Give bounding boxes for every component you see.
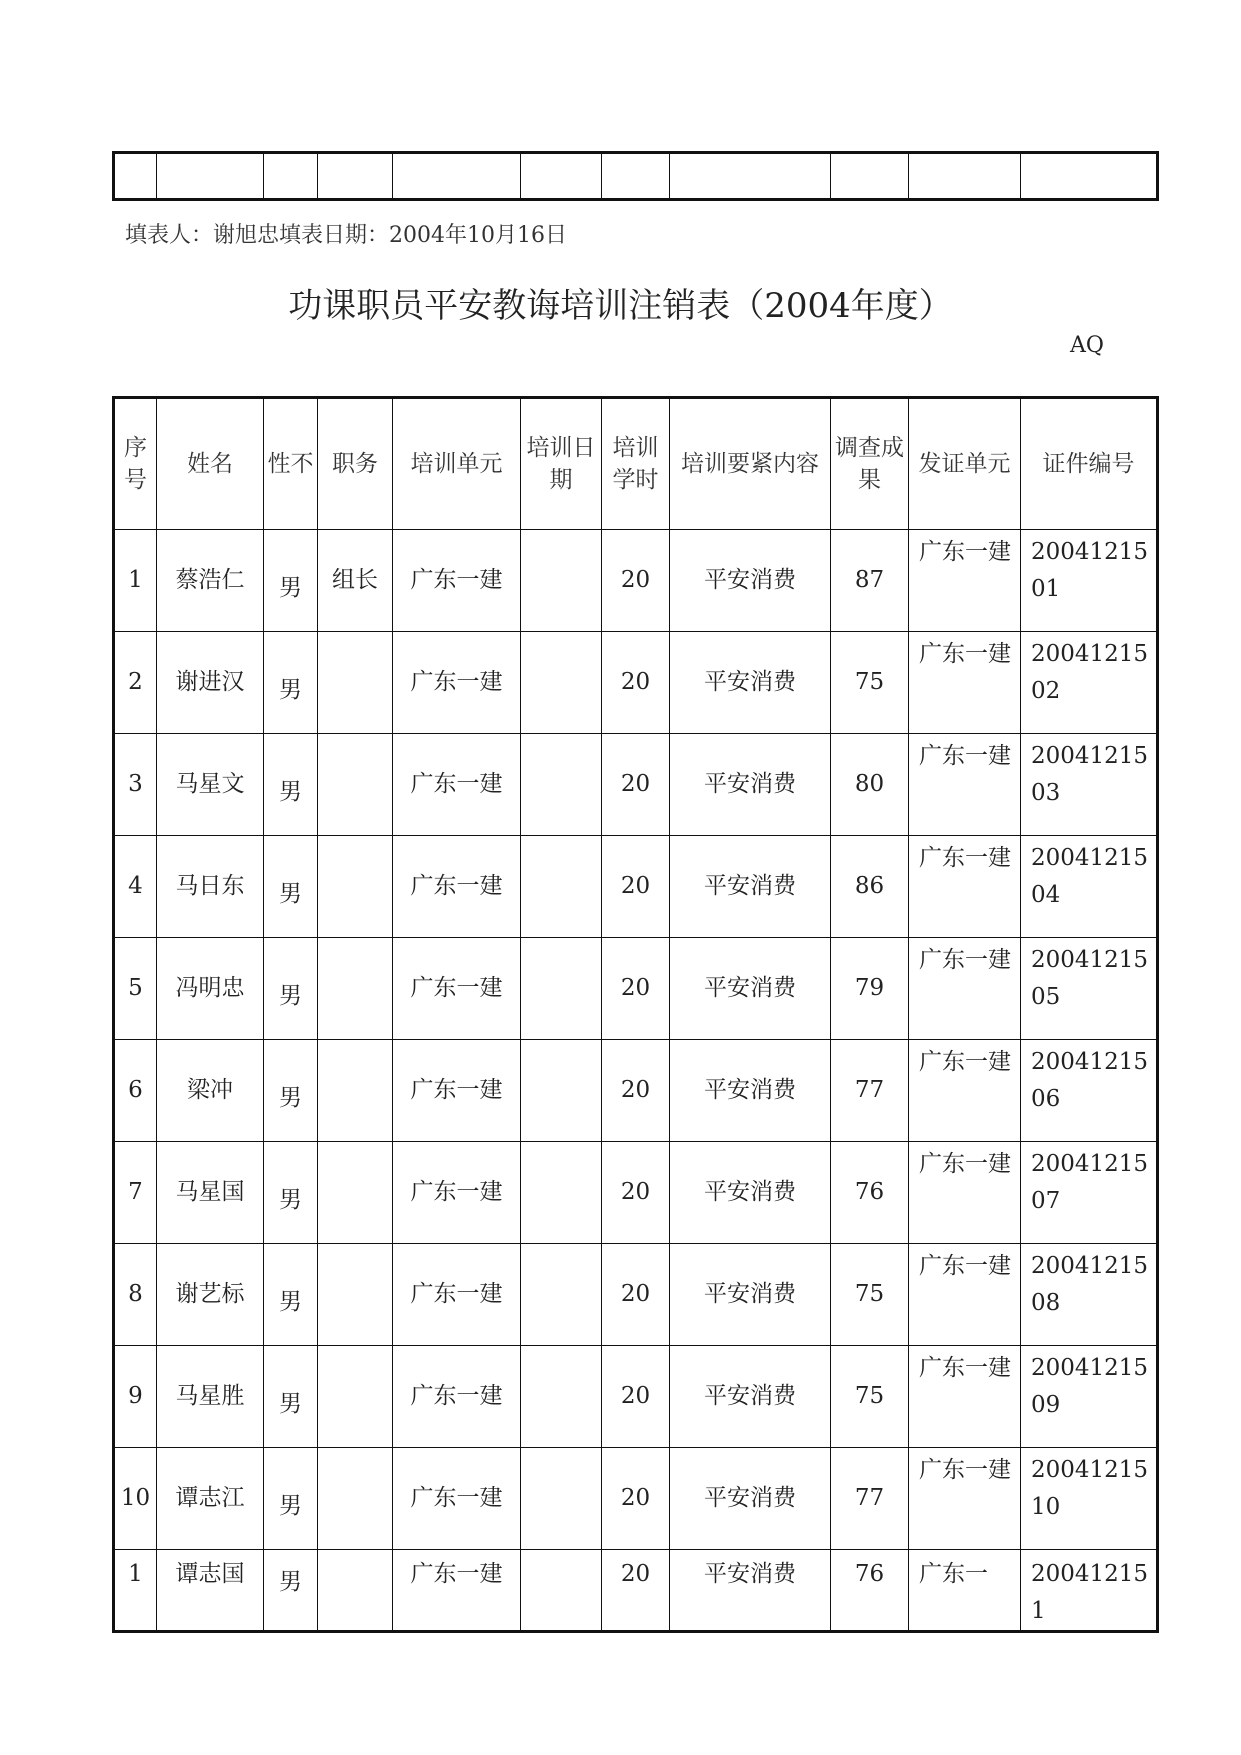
table-row xyxy=(114,632,1158,734)
page-title: 功课职员平安教诲培训注销表（2004年度） xyxy=(288,286,953,326)
cell-title xyxy=(318,836,393,938)
cell-hours: 20 xyxy=(602,1346,670,1448)
cell-cert: 200412151 xyxy=(1021,1550,1158,1632)
cell-score: 76 xyxy=(831,1550,909,1632)
cell-issuer: 广东一建 xyxy=(909,632,1021,734)
cell-hours: 20 xyxy=(602,1244,670,1346)
cell-sex-text: 男 xyxy=(279,983,302,1010)
col-header-score: 调查成果 xyxy=(831,398,909,530)
blank-cell xyxy=(157,153,264,200)
cell-date xyxy=(521,836,602,938)
col-header-issuer: 发证单元 xyxy=(909,398,1021,530)
cell-title xyxy=(318,1040,393,1142)
cell-cert: 2004121505 xyxy=(1021,938,1158,1040)
cell-sex-text: 男 xyxy=(279,1391,302,1418)
cell-unit: 广东一建 xyxy=(393,836,521,938)
table-row-partial xyxy=(114,1550,1158,1632)
cell-sex xyxy=(264,836,318,938)
cell-sex xyxy=(264,1142,318,1244)
cell-hours: 20 xyxy=(602,632,670,734)
cell-unit: 广东一建 xyxy=(393,632,521,734)
cell-name: 谢进汉 xyxy=(157,632,264,734)
cell-content: 平安消费 xyxy=(670,1448,831,1550)
cell-cert: 2004121508 xyxy=(1021,1244,1158,1346)
table-row xyxy=(114,1448,1158,1550)
document-code: AQ xyxy=(1070,333,1104,358)
cell-hours: 20 xyxy=(602,1448,670,1550)
cell-content: 平安消费 xyxy=(670,734,831,836)
cell-no: 5 xyxy=(114,938,157,1040)
col-header-sex: 性不 xyxy=(264,398,318,530)
cell-content: 平安消费 xyxy=(670,836,831,938)
cell-date xyxy=(521,1550,602,1632)
cell-issuer: 广东一建 xyxy=(909,734,1021,836)
cell-name: 马星文 xyxy=(157,734,264,836)
cell-issuer: 广东一建 xyxy=(909,530,1021,632)
blank-cell xyxy=(602,153,670,200)
cell-sex xyxy=(264,1244,318,1346)
cell-score: 77 xyxy=(831,1448,909,1550)
cell-name: 冯明忠 xyxy=(157,938,264,1040)
col-header-name: 姓名 xyxy=(157,398,264,530)
table-row xyxy=(114,530,1158,632)
training-register-table xyxy=(112,396,1159,1633)
cell-cert: 2004121507 xyxy=(1021,1142,1158,1244)
cell-title xyxy=(318,1550,393,1632)
cell-date xyxy=(521,1142,602,1244)
cell-no: 7 xyxy=(114,1142,157,1244)
cell-name: 马日东 xyxy=(157,836,264,938)
cell-date xyxy=(521,1244,602,1346)
cell-hours: 20 xyxy=(602,1040,670,1142)
cell-no: 4 xyxy=(114,836,157,938)
blank-cell xyxy=(318,153,393,200)
cell-unit: 广东一建 xyxy=(393,938,521,1040)
cell-title xyxy=(318,734,393,836)
cell-sex xyxy=(264,1040,318,1142)
cell-date xyxy=(521,530,602,632)
cell-sex xyxy=(264,938,318,1040)
blank-cell xyxy=(521,153,602,200)
cell-content: 平安消费 xyxy=(670,632,831,734)
cell-unit: 广东一建 xyxy=(393,1346,521,1448)
cell-unit: 广东一建 xyxy=(393,1244,521,1346)
cell-score: 75 xyxy=(831,1244,909,1346)
cell-date xyxy=(521,1040,602,1142)
cell-unit: 广东一建 xyxy=(393,734,521,836)
cell-sex xyxy=(264,632,318,734)
cell-content: 平安消费 xyxy=(670,1040,831,1142)
cell-title xyxy=(318,1346,393,1448)
cell-title xyxy=(318,938,393,1040)
cell-date xyxy=(521,632,602,734)
cell-sex xyxy=(264,1550,318,1632)
cell-sex-text: 男 xyxy=(279,1187,302,1214)
cell-hours: 20 xyxy=(602,1142,670,1244)
cell-sex-text: 男 xyxy=(279,575,302,602)
table-row xyxy=(114,1244,1158,1346)
cell-unit: 广东一建 xyxy=(393,1550,521,1632)
cell-issuer: 广东一建 xyxy=(909,1346,1021,1448)
cell-sex-text: 男 xyxy=(279,779,302,806)
cell-name: 谭志国 xyxy=(157,1550,264,1632)
cell-sex-text: 男 xyxy=(279,881,302,908)
cell-score: 79 xyxy=(831,938,909,1040)
cell-name: 蔡浩仁 xyxy=(157,530,264,632)
cell-issuer: 广东一建 xyxy=(909,1040,1021,1142)
blank-cell xyxy=(264,153,318,200)
cell-title: 组长 xyxy=(318,530,393,632)
cell-title xyxy=(318,1244,393,1346)
cell-name: 谢艺标 xyxy=(157,1244,264,1346)
cell-name: 马星胜 xyxy=(157,1346,264,1448)
col-header-cert: 证件编号 xyxy=(1021,398,1158,530)
cell-issuer: 广东一建 xyxy=(909,938,1021,1040)
cell-sex xyxy=(264,1448,318,1550)
cell-score: 76 xyxy=(831,1142,909,1244)
col-header-hours: 培训学时 xyxy=(602,398,670,530)
blank-cell xyxy=(909,153,1021,200)
cell-issuer: 广东一建 xyxy=(909,1142,1021,1244)
cell-content: 平安消费 xyxy=(670,1346,831,1448)
cell-no: 10 xyxy=(114,1448,157,1550)
cell-no: 9 xyxy=(114,1346,157,1448)
cell-issuer: 广东一建 xyxy=(909,836,1021,938)
cell-cert: 2004121506 xyxy=(1021,1040,1158,1142)
blank-cell xyxy=(393,153,521,200)
cell-content: 平安消费 xyxy=(670,1550,831,1632)
table-row xyxy=(114,1142,1158,1244)
cell-sex-text: 男 xyxy=(279,677,302,704)
cell-cert: 2004121503 xyxy=(1021,734,1158,836)
table-row xyxy=(114,1346,1158,1448)
cell-cert: 2004121504 xyxy=(1021,836,1158,938)
blank-cell xyxy=(831,153,909,200)
cell-score: 87 xyxy=(831,530,909,632)
cell-unit: 广东一建 xyxy=(393,530,521,632)
cell-no: 6 xyxy=(114,1040,157,1142)
cell-sex-text: 男 xyxy=(279,1085,302,1112)
cell-no: 3 xyxy=(114,734,157,836)
cell-hours: 20 xyxy=(602,734,670,836)
cell-issuer: 广东一 xyxy=(909,1550,1021,1632)
cell-score: 75 xyxy=(831,632,909,734)
cell-score: 75 xyxy=(831,1346,909,1448)
cell-cert: 2004121509 xyxy=(1021,1346,1158,1448)
cell-hours: 20 xyxy=(602,1550,670,1632)
cell-sex-text: 男 xyxy=(279,1569,302,1595)
blank-row xyxy=(114,153,1158,200)
cell-issuer: 广东一建 xyxy=(909,1244,1021,1346)
blank-cell xyxy=(670,153,831,200)
cell-sex xyxy=(264,1346,318,1448)
cell-hours: 20 xyxy=(602,530,670,632)
cell-content: 平安消费 xyxy=(670,938,831,1040)
header-row xyxy=(114,398,1158,530)
previous-table-tail xyxy=(112,151,1159,201)
col-header-content: 培训要紧内容 xyxy=(670,398,831,530)
cell-no: 2 xyxy=(114,632,157,734)
cell-title xyxy=(318,1142,393,1244)
cell-name: 梁冲 xyxy=(157,1040,264,1142)
cell-date xyxy=(521,1346,602,1448)
cell-score: 77 xyxy=(831,1040,909,1142)
cell-cert: 2004121501 xyxy=(1021,530,1158,632)
cell-unit: 广东一建 xyxy=(393,1142,521,1244)
cell-no: 1 xyxy=(114,1550,157,1632)
col-header-unit: 培训单元 xyxy=(393,398,521,530)
cell-issuer: 广东一建 xyxy=(909,1448,1021,1550)
cell-title xyxy=(318,632,393,734)
cell-score: 86 xyxy=(831,836,909,938)
cell-name: 马星国 xyxy=(157,1142,264,1244)
blank-cell xyxy=(1021,153,1158,200)
cell-cert: 2004121502 xyxy=(1021,632,1158,734)
cell-sex xyxy=(264,734,318,836)
cell-sex-text: 男 xyxy=(279,1493,302,1520)
table-row xyxy=(114,938,1158,1040)
cell-date xyxy=(521,938,602,1040)
filler-info: 填表人：谢旭忠填表日期：2004年10月16日 xyxy=(125,223,567,248)
col-header-date: 培训日期 xyxy=(521,398,602,530)
blank-cell xyxy=(114,153,157,200)
cell-no: 1 xyxy=(114,530,157,632)
cell-cert: 2004121510 xyxy=(1021,1448,1158,1550)
cell-score: 80 xyxy=(831,734,909,836)
col-header-title: 职务 xyxy=(318,398,393,530)
cell-content: 平安消费 xyxy=(670,1244,831,1346)
cell-sex xyxy=(264,530,318,632)
cell-name: 谭志江 xyxy=(157,1448,264,1550)
cell-no: 8 xyxy=(114,1244,157,1346)
cell-date xyxy=(521,734,602,836)
cell-date xyxy=(521,1448,602,1550)
table-row xyxy=(114,734,1158,836)
col-header-no: 序号 xyxy=(114,398,157,530)
cell-title xyxy=(318,1448,393,1550)
cell-unit: 广东一建 xyxy=(393,1040,521,1142)
cell-sex-text: 男 xyxy=(279,1289,302,1316)
table-row xyxy=(114,836,1158,938)
cell-hours: 20 xyxy=(602,938,670,1040)
cell-content: 平安消费 xyxy=(670,1142,831,1244)
cell-hours: 20 xyxy=(602,836,670,938)
cell-content: 平安消费 xyxy=(670,530,831,632)
table-row xyxy=(114,1040,1158,1142)
cell-unit: 广东一建 xyxy=(393,1448,521,1550)
